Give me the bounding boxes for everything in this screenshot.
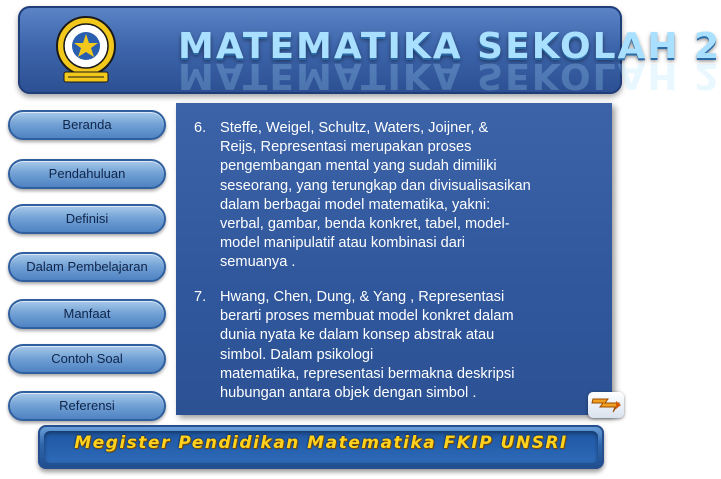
text-line: pengembangan mental yang sudah dimiliki [220, 158, 497, 175]
text-line: verbal, gambar, benda konkret, tabel, model- [220, 216, 510, 233]
text-line: Reijs, Representasi merupakan proses [220, 139, 472, 156]
text-line: dalam berbagai model matematika, yakni: [220, 196, 491, 213]
text-line: seseorang, yang terungkap dan divisualisasikan [220, 177, 531, 194]
page-title: MATEMATIKA SEKOLAH 2 [178, 26, 721, 67]
text-line: dunia nyata ke dalam konsep abstrak atau [220, 327, 495, 344]
nav-button-referensi[interactable]: Referensi [8, 391, 166, 421]
nav-button-beranda[interactable]: Beranda [8, 110, 166, 140]
university-emblem-icon [54, 14, 118, 86]
text-line: hubungan antara objek dengan simbol . [220, 385, 477, 402]
list-item-number: 7. [194, 289, 207, 305]
lightning-arrow-icon [588, 392, 624, 418]
text-line: simbol. Dalam psikologi [220, 346, 374, 363]
content-panel [176, 103, 612, 415]
text-line: Steffe, Weigel, Schultz, Waters, Joijner, & [220, 120, 489, 136]
nav-button-definisi[interactable]: Definisi [8, 204, 166, 234]
list-item-text [220, 288, 608, 403]
text-line: semuanya . [220, 254, 296, 271]
page-title-reflection: MATEMATIKA SEKOLAH 2 [178, 55, 721, 96]
text-line: berarti proses membuat model konkret dalam [220, 308, 514, 325]
text-line: matematika, representasi bermakna deskripsi [220, 365, 515, 382]
nav-button-contoh-soal[interactable]: Contoh Soal [8, 344, 166, 374]
list-item-number: 6. [194, 120, 207, 136]
next-slide-button[interactable] [588, 392, 624, 418]
text-line: model manipulatif atau kombinasi dari [220, 235, 465, 252]
nav-button-dalam-pembelajaran[interactable]: Dalam Pembelajaran [8, 252, 166, 282]
text-line: Hwang, Chen, Dung, & Yang , Representasi [220, 289, 505, 305]
header-banner [18, 6, 721, 96]
footer-banner [38, 425, 604, 469]
nav-button-manfaat[interactable]: Manfaat [8, 299, 166, 329]
footer-text: Megister Pendidikan Matematika FKIP UNSRI [74, 433, 568, 453]
nav-button-pendahuluan[interactable]: Pendahuluan [8, 159, 166, 189]
list-item-text [220, 119, 608, 273]
